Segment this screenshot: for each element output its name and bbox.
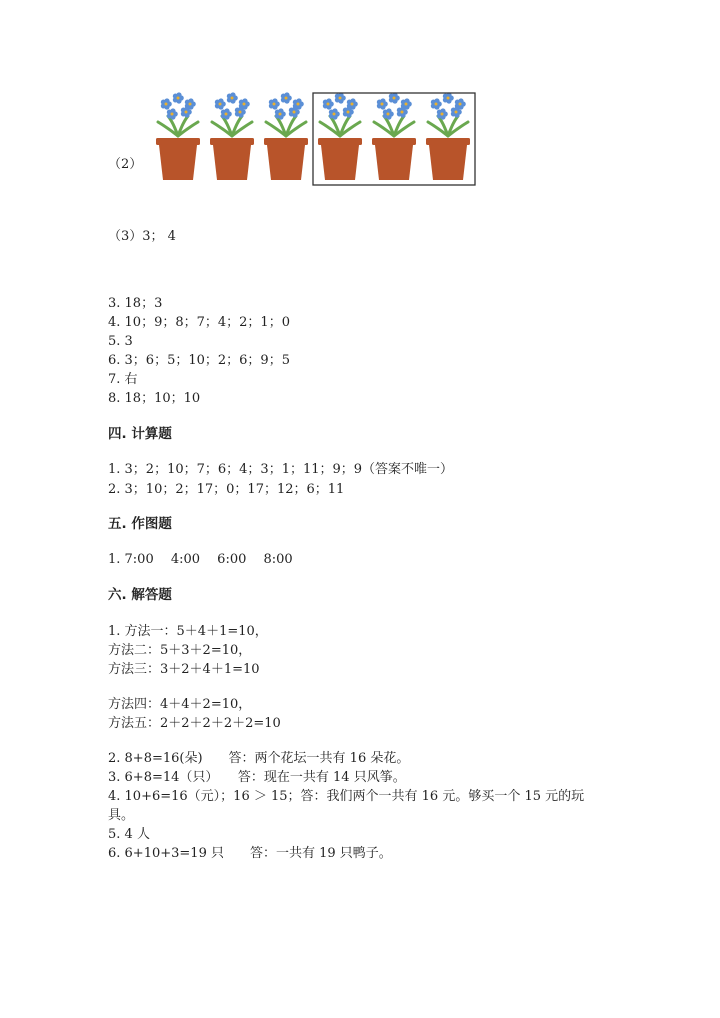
- flower-center: [189, 103, 192, 106]
- flower-center: [393, 97, 396, 100]
- flower-center: [185, 111, 188, 114]
- list-item: 方法五：2＋2＋2＋2＋2=10: [108, 716, 281, 731]
- flower-pot: [426, 92, 470, 180]
- pot-rim: [372, 138, 416, 145]
- flower-pot: [156, 92, 200, 180]
- pot-body: [213, 145, 251, 180]
- flower-center: [219, 103, 222, 106]
- pot-body: [375, 145, 413, 180]
- flower-pots-illustration: [150, 88, 490, 188]
- flower-center: [455, 111, 458, 114]
- list-item: 1. 7:00 4:00 6:00 8:00: [108, 552, 293, 567]
- pot-body: [321, 145, 359, 180]
- flower-center: [459, 103, 462, 106]
- list-item: 具。: [108, 808, 135, 823]
- flower-pot: [372, 92, 416, 180]
- part3-line: （3）3； 4: [108, 229, 176, 244]
- flower-center: [243, 103, 246, 106]
- list-item: 8. 18；10；10: [108, 391, 201, 406]
- flower-center: [339, 97, 342, 100]
- flower-center: [447, 97, 450, 100]
- pot-rim: [264, 138, 308, 145]
- flower-center: [401, 111, 404, 114]
- list-item: 1. 方法一：5＋4＋1=10，: [108, 624, 268, 639]
- list-item: 4. 10；9；8；7；4；2；1；0: [108, 315, 290, 330]
- list-item: 6. 3；6；5；10；2；6；9；5: [108, 353, 290, 368]
- flower-center: [297, 103, 300, 106]
- pot-rim: [210, 138, 254, 145]
- flower-center: [285, 97, 288, 100]
- pot-body: [267, 145, 305, 180]
- flower-center: [231, 97, 234, 100]
- flower-center: [293, 111, 296, 114]
- list-item: 3. 18；3: [108, 296, 163, 311]
- list-item: 6. 6+10+3=19 只 答：一共有 19 只鸭子。: [108, 846, 392, 861]
- flower-center: [225, 113, 228, 116]
- list-item: 7. 右: [108, 372, 138, 387]
- list-item: 方法三：3＋2＋4＋1=10: [108, 662, 260, 677]
- pot-rim: [426, 138, 470, 145]
- flower-center: [347, 111, 350, 114]
- list-item: 3. 6+8=14（只） 答：现在一共有 14 只风筝。: [108, 770, 406, 785]
- flower-center: [405, 103, 408, 106]
- flower-center: [387, 113, 390, 116]
- flower-center: [273, 103, 276, 106]
- flower-center: [171, 113, 174, 116]
- flower-center: [239, 111, 242, 114]
- flower-center: [333, 113, 336, 116]
- flower-center: [177, 97, 180, 100]
- list-item: 2. 8+8=16(朵) 答：两个花坛一共有 16 朵花。: [108, 751, 410, 766]
- list-item: 5. 3: [108, 334, 133, 349]
- pot-body: [159, 145, 197, 180]
- flower-center: [435, 103, 438, 106]
- flower-pot: [318, 92, 362, 180]
- flower-center: [381, 103, 384, 106]
- list-item: 方法二：5＋3＋2=10，: [108, 643, 252, 658]
- list-item: 2. 3；10；2；17；0；17；12；6；11: [108, 482, 345, 497]
- flower-pot: [210, 92, 254, 180]
- list-item: 方法四：4＋4＋2=10，: [108, 697, 252, 712]
- flower-pots-figure: [150, 88, 490, 188]
- flower-center: [165, 103, 168, 106]
- flower-pot: [264, 92, 308, 180]
- flower-center: [441, 113, 444, 116]
- pot-rim: [156, 138, 200, 145]
- part2-label: （2）: [108, 157, 143, 172]
- section5-title: 五. 作图题: [108, 516, 172, 532]
- list-item: 4. 10+6=16（元）；16 ＞ 15；答：我们两个一共有 16 元。够买一个 15 元的玩: [108, 789, 585, 804]
- pot-rim: [318, 138, 362, 145]
- list-item: 1. 3；2；10；7；6；4；3；1；11；9；9（答案不唯一）: [108, 462, 454, 477]
- section4-title: 四. 计算题: [108, 426, 172, 442]
- pot-body: [429, 145, 467, 180]
- list-item: 5. 4 人: [108, 827, 150, 842]
- flower-center: [279, 113, 282, 116]
- flower-center: [351, 103, 354, 106]
- flower-center: [327, 103, 330, 106]
- section6-title: 六. 解答题: [108, 587, 172, 603]
